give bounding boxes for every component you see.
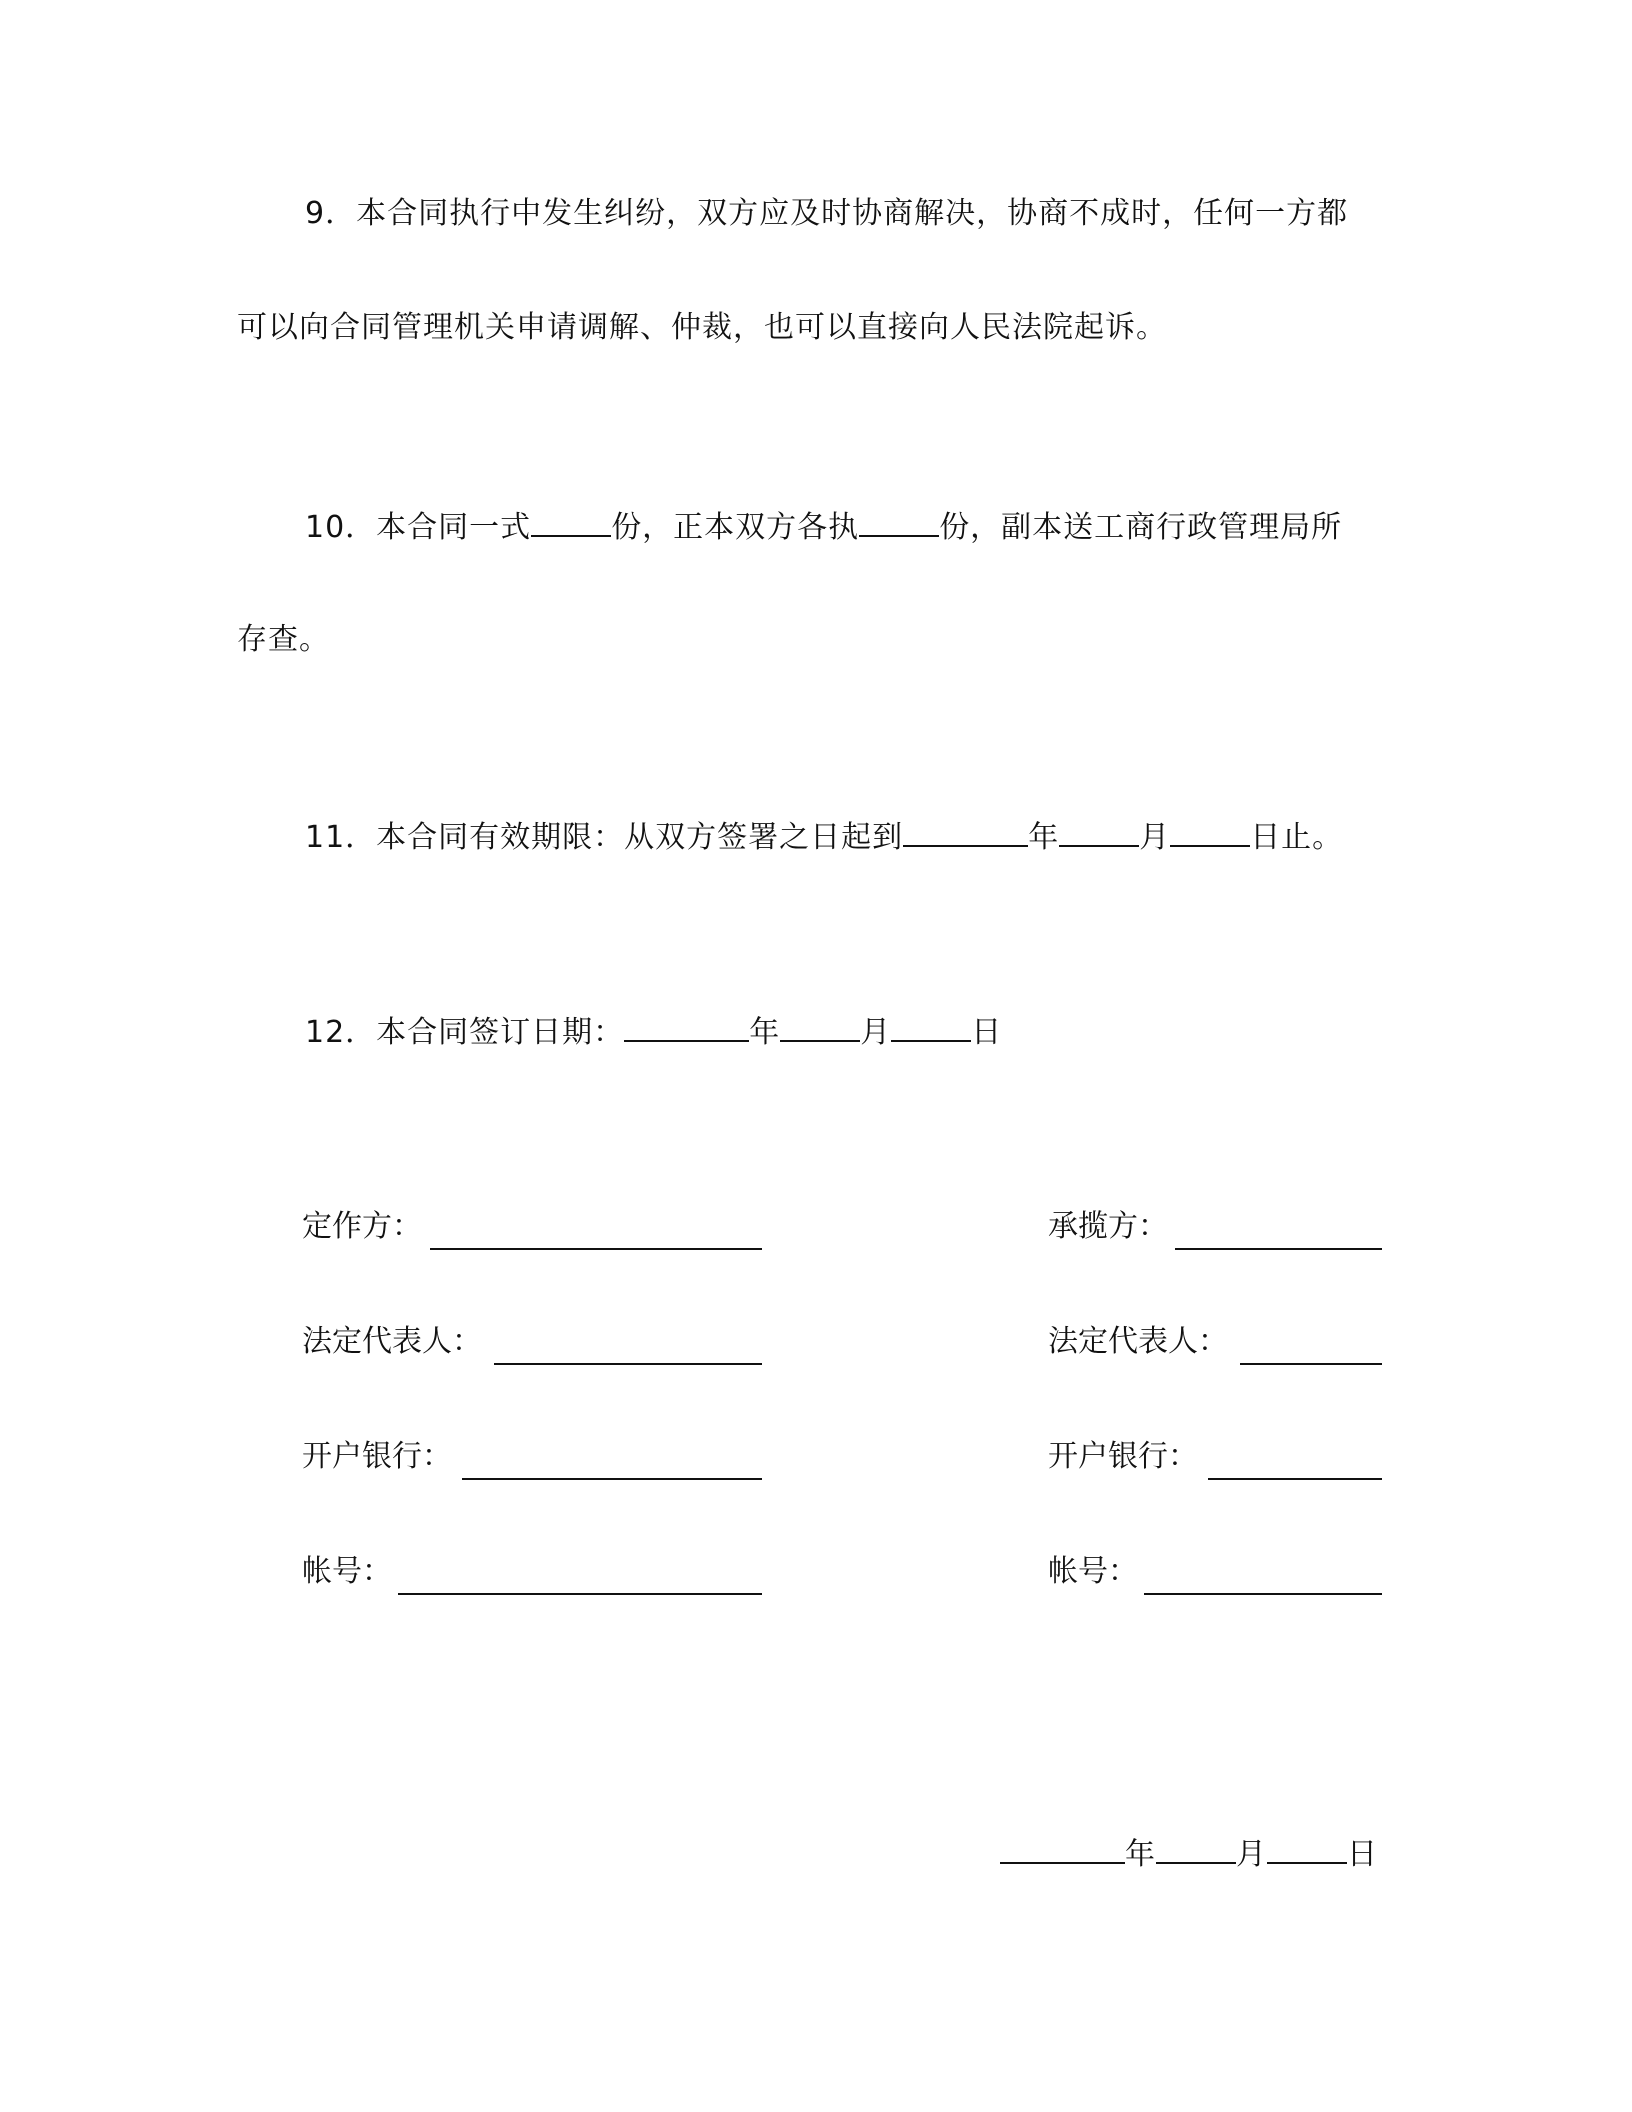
expiry-day-blank[interactable] [1170,815,1250,847]
left-bank-label: 开户银行： [302,1439,452,1474]
clause-11 [305,815,1343,858]
sign-day-label: 日 [971,1015,1003,1050]
right-legal-rep-label: 法定代表人： [1048,1324,1228,1359]
left-party-label: 定作方： [302,1209,422,1244]
closing-year-blank[interactable] [1000,1832,1125,1864]
left-legal-rep-field[interactable] [494,1363,762,1365]
copies-total-blank[interactable] [531,505,611,537]
sign-month-label: 月 [860,1015,892,1050]
expiry-year-label: 年 [1028,820,1060,855]
closing-year-label: 年 [1125,1837,1156,1872]
clause-10-text-c: 份，副本送工商行政管理局所 [939,510,1343,545]
left-party-field[interactable] [430,1248,762,1250]
closing-month-label: 月 [1236,1837,1267,1872]
left-bank-field[interactable] [462,1478,762,1480]
right-account-label: 帐号： [1048,1554,1138,1589]
closing-month-blank[interactable] [1156,1832,1236,1864]
left-account-field[interactable] [398,1593,762,1595]
sign-month-blank[interactable] [780,1010,860,1042]
sign-year-label: 年 [749,1015,781,1050]
clause-12-text: 12．本合同签订日期： [305,1015,625,1050]
clause-12 [305,1010,1002,1053]
clause-9-line-2: 可以向合同管理机关申请调解、仲裁，也可以直接向人民法院起诉。 [237,310,1167,345]
right-party-label: 承揽方： [1048,1209,1168,1244]
right-bank-label: 开户银行： [1048,1439,1198,1474]
expiry-day-label: 日止。 [1250,820,1344,855]
left-account-label: 帐号： [302,1554,392,1589]
right-account-field[interactable] [1144,1593,1382,1595]
closing-day-blank[interactable] [1267,1832,1347,1864]
clause-11-text: 11．本合同有效期限：从双方签署之日起到 [305,820,904,855]
closing-date [1000,1832,1378,1875]
clause-10-line-1 [305,505,1342,548]
sign-year-blank[interactable] [624,1010,749,1042]
clause-10-text-b: 份，正本双方各执 [611,510,860,545]
right-party-field[interactable] [1175,1248,1382,1250]
closing-day-label: 日 [1347,1837,1378,1872]
expiry-month-blank[interactable] [1059,815,1139,847]
clause-9-line-1: 9．本合同执行中发生纠纷，双方应及时协商解决，协商不成时，任何一方都 [305,196,1349,231]
right-legal-rep-field[interactable] [1240,1363,1382,1365]
clause-10-line-2: 存查。 [237,622,330,657]
clause-10-text-a: 10．本合同一式 [305,510,532,545]
expiry-month-label: 月 [1139,820,1171,855]
left-legal-rep-label: 法定代表人： [302,1324,482,1359]
expiry-year-blank[interactable] [903,815,1028,847]
sign-day-blank[interactable] [891,1010,971,1042]
right-bank-field[interactable] [1208,1478,1382,1480]
copies-each-blank[interactable] [859,505,939,537]
